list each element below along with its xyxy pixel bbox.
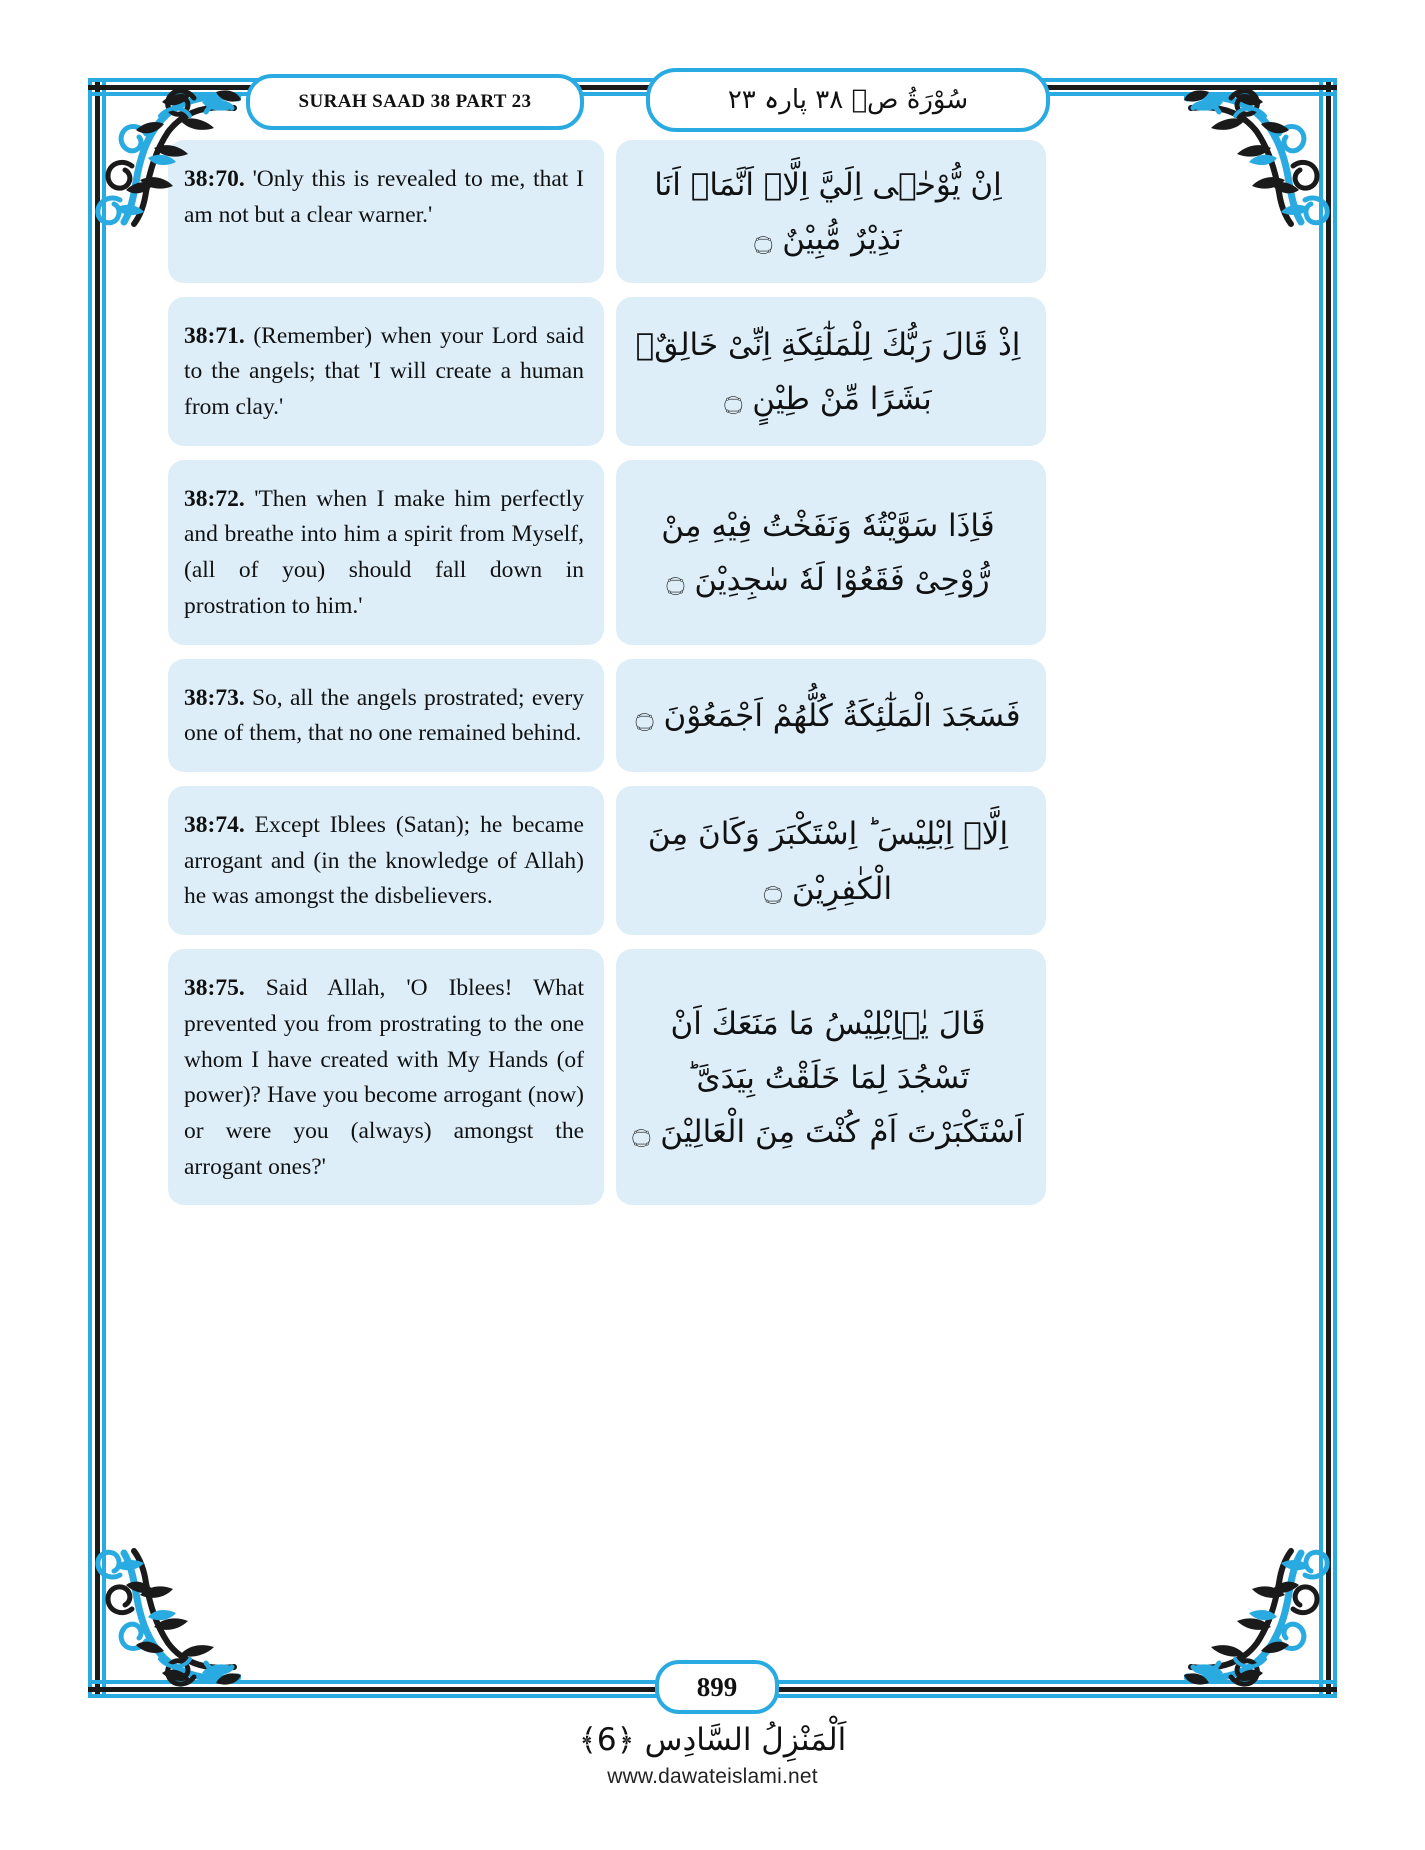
verse-arabic-text: اِلَّاۤ اِبْلِيْسَ ؕ اِسْتَكْبَرَ وَكَانَ مِنَ الْكٰفِرِيْنَ ۝ <box>647 816 1009 907</box>
header-surah-title-arabic-pill <box>646 68 1050 132</box>
verse-english-panel <box>168 297 604 446</box>
verse-number: 38:74. <box>184 811 245 838</box>
verse-arabic-text: قَالَ يٰۤاِبْلِيْسُ مَا مَنَعَكَ اَنْ تَسْجُدَ لِمَا خَلَقْتُ بِيَدَیَّ ؕ اَسْتَكْبَرْتَ اَمْ كُنْتَ مِنَ الْعَالِيْنَ ۝ <box>632 1005 1024 1151</box>
verse-arabic-panel <box>616 140 1046 283</box>
page-number-pill <box>655 1660 779 1714</box>
verse-arabic-panel <box>616 949 1046 1205</box>
verse-row <box>168 786 1258 935</box>
verse-english-panel <box>168 659 604 772</box>
verse-arabic-text: فَاِذَا سَوَّيْتُهٗ وَنَفَخْتُ فِيْهِ مِنْ رُّوْحِیْ فَقَعُوْا لَهٗ سٰجِدِيْنَ ۝ <box>661 507 995 599</box>
frame-left-border <box>88 78 106 1698</box>
verse-row <box>168 949 1258 1205</box>
page-footer <box>0 1722 1425 1789</box>
page-number-text: 899 <box>696 1671 738 1702</box>
verse-english-text: So, all the angels prostrated; every one of them, that no one remained behind. <box>184 684 584 747</box>
header-surah-title-pill <box>246 74 584 130</box>
corner-ornament-top-right <box>1184 62 1349 227</box>
verse-arabic-panel <box>616 297 1046 446</box>
footer-website-text: www.dawateislami.net <box>607 1765 818 1789</box>
verse-english-text: Except Iblees (Satan); he became arrogant and (in the knowledge of Allah) he was amongst the disbelievers. <box>184 811 584 910</box>
verse-english-panel <box>168 460 604 645</box>
corner-ornament-bottom-left <box>76 1548 241 1713</box>
verse-number: 38:72. <box>184 485 245 512</box>
verse-number: 38:75. <box>184 975 245 1002</box>
verse-number: 38:71. <box>184 322 245 349</box>
verse-english-panel <box>168 949 604 1205</box>
frame-right-border <box>1319 78 1337 1698</box>
verse-arabic-text: فَسَجَدَ الْمَلٰٓئِكَةُ كُلُّهُمْ اَجْمَعُوْنَ ۝ <box>635 698 1021 735</box>
header-surah-title-arabic-text: سُوْرَةُ صۗ ٣٨ پارہ ٢٣ <box>727 85 969 115</box>
verse-english-panel <box>168 786 604 935</box>
verse-number: 38:70. <box>184 166 245 192</box>
header-surah-title-text: SURAH SAAD 38 PART 23 <box>298 91 532 112</box>
verse-list <box>168 140 1258 1219</box>
verse-row <box>168 460 1258 645</box>
verse-row <box>168 659 1258 772</box>
verse-row <box>168 140 1258 283</box>
verse-arabic-panel <box>616 659 1046 772</box>
verse-english-text: (Remember) when your Lord said to the angels; that 'I will create a human from clay.' <box>184 322 585 420</box>
verse-arabic-panel <box>616 460 1046 645</box>
corner-ornament-bottom-right <box>1184 1548 1349 1713</box>
verse-arabic-panel <box>616 786 1046 935</box>
footer-manzil-text: اَلْمَنْزِلُ السَّادِس ﴿6﴾ <box>578 1722 847 1758</box>
verse-arabic-text: اِنْ يُّوْحٰۤى اِلَيَّ اِلَّاۤ اَنَّمَاۤ اَنَا نَذِيْرٌ مُّبِيْنٌ ۝ <box>654 167 1002 258</box>
verse-number: 38:73. <box>184 684 245 711</box>
verse-english-text: 'Only this is revealed to me, that I am not but a clear warner.' <box>184 166 585 228</box>
verse-english-text: Said Allah, 'O Iblees! What prevented you from prostrating to the one whom I have created with My Hands (of power)? Have you become arrogant (now) or were you (always) amongst the arrogant ones?' <box>184 975 584 1180</box>
verse-arabic-text: اِذْ قَالَ رَبُّكَ لِلْمَلٰٓئِكَةِ اِنِّیْ خَالِقٌۢ بَشَرًا مِّنْ طِيْنٍ ۝ <box>635 326 1021 418</box>
verse-row <box>168 297 1258 446</box>
corner-ornament-top-left <box>76 62 241 227</box>
verse-english-text: 'Then when I make him perfectly and breathe into him a spirit from Myself, (all of you) should fall down in prostration to him.' <box>184 485 584 619</box>
